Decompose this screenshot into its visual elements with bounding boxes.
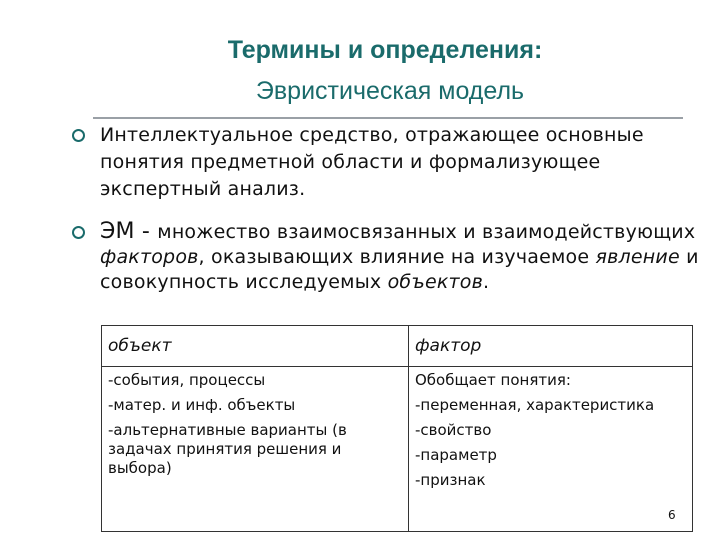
list-item: -переменная, характеристика (415, 396, 655, 414)
list-item: Обобщает понятия: (415, 371, 571, 389)
list-item: -свойство (415, 421, 492, 439)
text-part: множество взаимосвязанных и взаимодействующих (157, 221, 696, 243)
title-divider (93, 117, 683, 119)
bullet-definition (72, 122, 712, 203)
bullet-text: Интеллектуальное средство, отражающее основные понятия предметной области и формализующее экспертный анализ. (100, 124, 644, 200)
slide-title: Термины и определения: (227, 36, 543, 64)
bullet-circle-icon (72, 129, 85, 142)
em-lead: ЭМ - (100, 219, 158, 244)
header-object: объект (102, 326, 409, 367)
term-factors: факторов (100, 246, 199, 268)
list-item: -признак (415, 471, 486, 489)
page-number: 6 (668, 508, 676, 522)
table-row (102, 367, 693, 532)
term-phenomenon: явление (595, 246, 680, 268)
header-factor: фактор (409, 326, 693, 367)
text-part: . (483, 271, 490, 293)
list-item: -альтернативные варианты (в задачах принятия решения и выбора) (108, 421, 347, 477)
bullet-text (100, 219, 712, 295)
factor-cell (409, 367, 693, 532)
terms-table (101, 325, 693, 532)
list-item: -матер. и инф. объекты (108, 396, 296, 414)
list-item: -события, процессы (108, 371, 266, 389)
text-part: и совокупность исследуемых (100, 246, 699, 293)
slide-subtitle: Эвристическая модель (255, 77, 525, 105)
bullet-circle-icon (72, 226, 85, 239)
term-objects: объектов (387, 271, 484, 293)
table-header-row (102, 326, 693, 367)
bullet-em-definition (72, 219, 712, 295)
text-part: , оказывающих влияние на изучаемое (198, 246, 596, 268)
object-cell (102, 367, 409, 532)
list-item: -параметр (415, 446, 497, 464)
